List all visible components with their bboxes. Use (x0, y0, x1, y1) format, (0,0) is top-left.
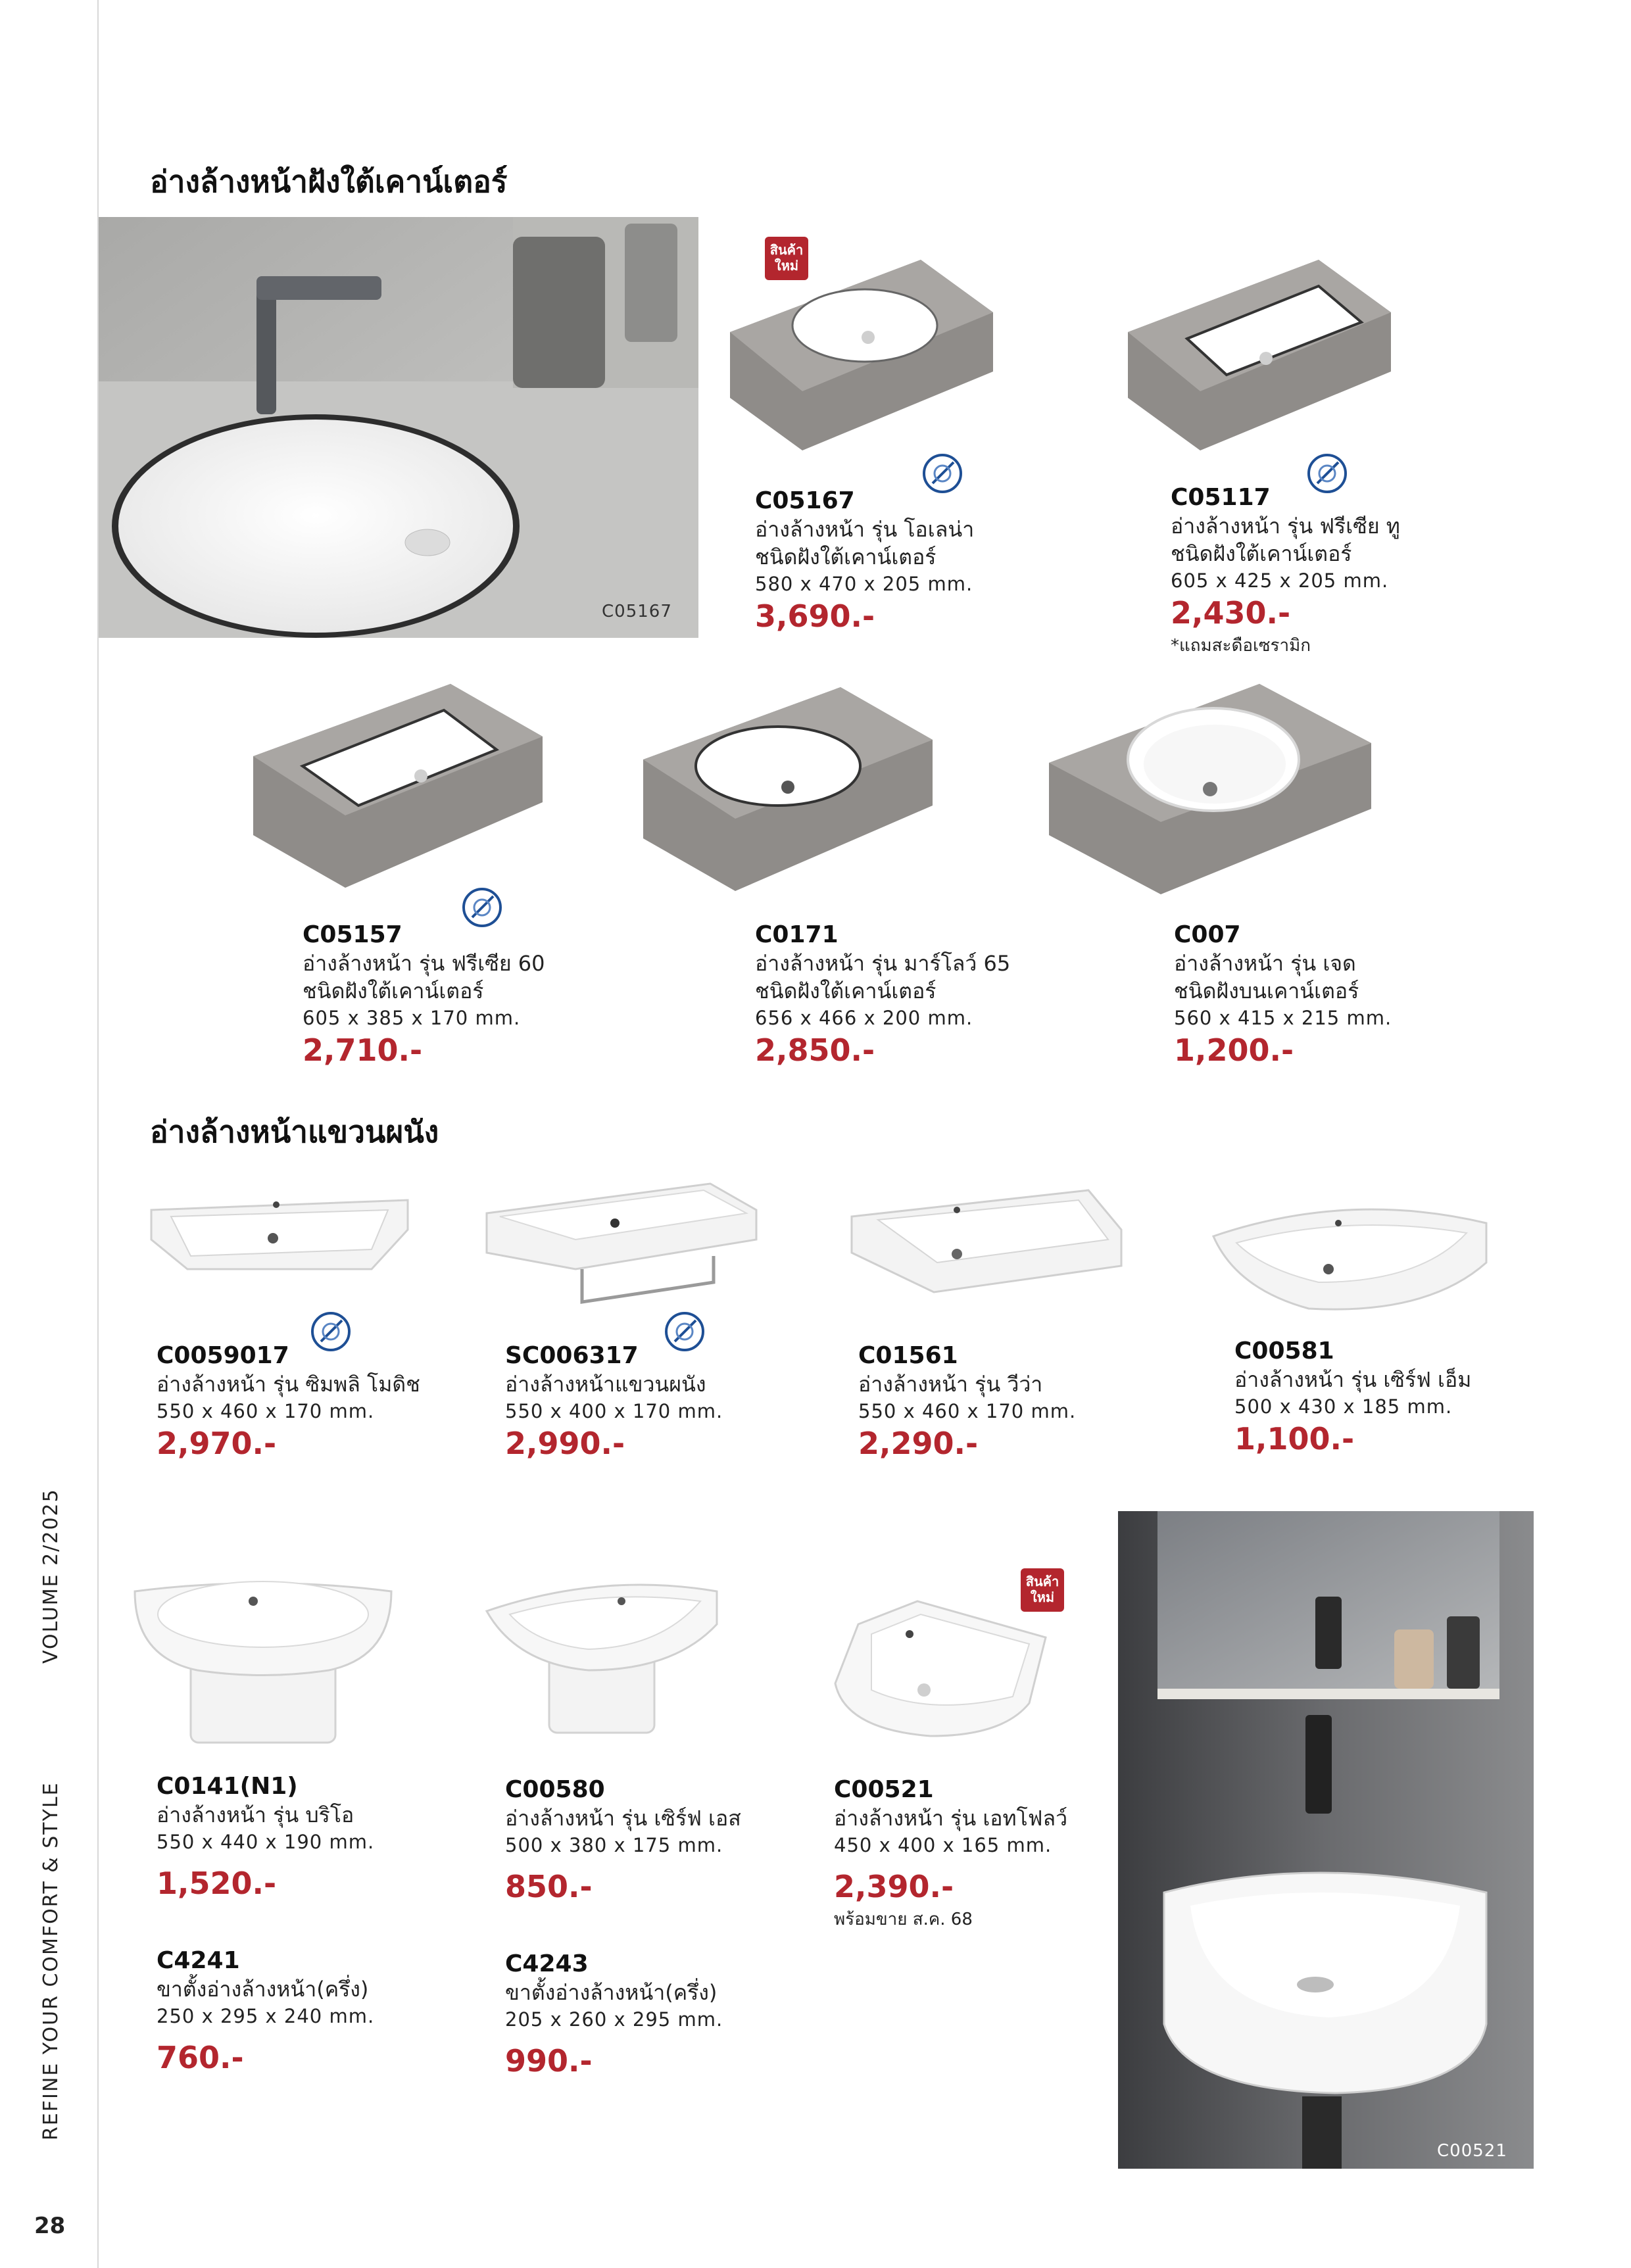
product-price: 1,100.- (1234, 1421, 1355, 1457)
product-price: 1,520.- (157, 1866, 277, 1901)
section-title-under-counter: อ่างล้างหน้าฝังใต้เคาน์เตอร์ (150, 164, 508, 199)
product-size: 580 x 470 x 205 mm. (755, 573, 973, 595)
product-image-c01561 (848, 1180, 1125, 1295)
product-c4243 (505, 1950, 723, 2080)
product-name: อ่างล้างหน้า รุ่น มาร์โลว์ 65 (755, 951, 1011, 976)
product-code: C05117 (1171, 484, 1271, 511)
product-code: C00521 (834, 1776, 934, 1803)
product-image-c00580 (483, 1572, 720, 1736)
new-badge-line1: สินค้า (1025, 1574, 1059, 1589)
product-c4241 (157, 1946, 374, 2077)
product-type: ชนิดฝังใต้เคาน์เตอร์ (755, 544, 937, 569)
product-image-c007 (1049, 684, 1371, 894)
product-c0059017 (157, 1341, 420, 1462)
product-image-c0141 (132, 1578, 395, 1749)
product-type: ชนิดฝังใต้เคาน์เตอร์ (755, 978, 937, 1003)
product-name: อ่างล้างหน้า รุ่น ฟรีเซีย 60 (303, 951, 545, 976)
product-name: อ่างล้างหน้าแขวนผนัง (505, 1372, 706, 1397)
product-code: C05157 (303, 921, 402, 948)
product-code: C01561 (858, 1342, 958, 1369)
product-size: 500 x 430 x 185 mm. (1234, 1395, 1453, 1418)
product-size: 605 x 385 x 170 mm. (303, 1007, 521, 1029)
product-name: อ่างล้างหน้า รุ่น เจด (1174, 951, 1356, 976)
product-code: C4241 (157, 1947, 240, 1974)
hero-photo-bottom (1118, 1511, 1534, 2169)
product-type: ชนิดฝังใต้เคาน์เตอร์ (303, 978, 484, 1003)
product-name: อ่างล้างหน้า รุ่น วีว่า (858, 1372, 1043, 1397)
product-c05157 (303, 921, 545, 1069)
hero-caption-top: C05167 (602, 602, 672, 621)
product-c00521 (834, 1775, 1067, 1933)
product-type: ชนิดฝังบนเคาน์เตอร์ (1174, 978, 1359, 1003)
product-size: 450 x 400 x 165 mm. (834, 1834, 1052, 1856)
product-image-c05117 (1128, 260, 1391, 450)
product-size: 550 x 400 x 170 mm. (505, 1400, 723, 1422)
product-type: ชนิดฝังใต้เคาน์เตอร์ (1171, 541, 1352, 566)
product-c01561 (858, 1341, 1076, 1462)
product-price: 2,990.- (505, 1426, 625, 1461)
product-size: 550 x 440 x 190 mm. (157, 1831, 375, 1853)
product-code: C4243 (505, 1950, 589, 1977)
product-c05117 (1171, 483, 1400, 659)
tagline: REFINE YOUR COMFORT & STYLE (39, 1781, 62, 2140)
product-code: C0059017 (157, 1342, 289, 1369)
product-image-c0059017 (148, 1184, 411, 1276)
product-size: 500 x 380 x 175 mm. (505, 1834, 723, 1856)
product-price: 3,690.- (755, 598, 875, 634)
product-code: C05167 (755, 487, 855, 514)
product-code: C0141(N1) (157, 1773, 298, 1800)
product-price: 2,290.- (858, 1426, 979, 1461)
product-c007 (1174, 921, 1392, 1069)
product-c0141 (157, 1772, 374, 1902)
product-name: ขาตั้งอ่างล้างหน้า(ครึ่ง) (505, 1980, 718, 2005)
product-price: 2,850.- (755, 1032, 875, 1068)
product-size: 550 x 460 x 170 mm. (157, 1400, 375, 1422)
product-name: อ่างล้างหน้า รุ่น บริโอ (157, 1802, 354, 1827)
product-code: C007 (1174, 921, 1241, 948)
product-c00581 (1234, 1337, 1471, 1458)
product-c05167 (755, 487, 974, 635)
volume-label: VOLUME 2/2025 (39, 1488, 62, 1664)
product-price: 2,710.- (303, 1032, 423, 1068)
hero-caption-bottom: C00521 (1437, 2141, 1507, 2161)
product-size: 250 x 295 x 240 mm. (157, 2005, 375, 2027)
product-price: 2,390.- (834, 1869, 954, 1904)
product-image-c0171 (643, 687, 933, 891)
new-badge (1021, 1568, 1064, 1612)
new-badge-line1: สินค้า (769, 242, 804, 258)
product-code: C00581 (1234, 1338, 1334, 1364)
section-title-wall-hung: อ่างล้างหน้าแขวนผนัง (150, 1114, 439, 1149)
product-price: 990.- (505, 2043, 593, 2079)
product-price: 850.- (505, 1869, 593, 1904)
product-image-c00581 (1210, 1184, 1493, 1315)
product-note: *แถมสะดือเซรามิก (1171, 636, 1311, 656)
product-image-c05167 (730, 260, 993, 450)
product-price: 760.- (157, 2040, 244, 2075)
product-image-c00521 (832, 1598, 1049, 1739)
product-name: อ่างล้างหน้า รุ่น โอเลน่า (755, 517, 975, 542)
product-code: SC006317 (505, 1342, 639, 1369)
product-c0171 (755, 921, 1010, 1069)
product-size: 560 x 415 x 215 mm. (1174, 1007, 1392, 1029)
product-size: 605 x 425 x 205 mm. (1171, 569, 1389, 592)
product-size: 550 x 460 x 170 mm. (858, 1400, 1077, 1422)
product-code: C0171 (755, 921, 839, 948)
hero-photo-top (99, 217, 698, 638)
product-name: ขาตั้งอ่างล้างหน้า(ครึ่ง) (157, 1977, 369, 2002)
product-name: อ่างล้างหน้า รุ่น เซิร์ฟ เอส (505, 1806, 741, 1831)
new-badge-line2: ใหม่ (774, 258, 799, 274)
new-badge-line2: ใหม่ (1030, 1589, 1055, 1605)
product-size: 656 x 466 x 200 mm. (755, 1007, 973, 1029)
product-size: 205 x 260 x 295 mm. (505, 2008, 723, 2031)
product-name: อ่างล้างหน้า รุ่น ซิมพลิ โมดิช (157, 1372, 420, 1397)
page-number: 28 (34, 2213, 66, 2239)
product-image-c05157 (253, 684, 543, 888)
product-sc006317 (505, 1341, 723, 1462)
product-price: 2,970.- (157, 1426, 277, 1461)
product-price: 2,430.- (1171, 595, 1291, 631)
product-name: อ่างล้างหน้า รุ่น เอทโฟลว์ (834, 1806, 1068, 1831)
product-image-sc006317 (483, 1177, 760, 1309)
product-note: พร้อมขาย ส.ค. 68 (834, 1910, 973, 1929)
product-code: C00580 (505, 1776, 605, 1803)
product-name: อ่างล้างหน้า รุ่น เซิร์ฟ เอ็ม (1234, 1367, 1472, 1392)
product-price: 1,200.- (1174, 1032, 1294, 1068)
product-c00580 (505, 1775, 741, 1906)
product-name: อ่างล้างหน้า รุ่น ฟรีเซีย ทู (1171, 514, 1400, 539)
